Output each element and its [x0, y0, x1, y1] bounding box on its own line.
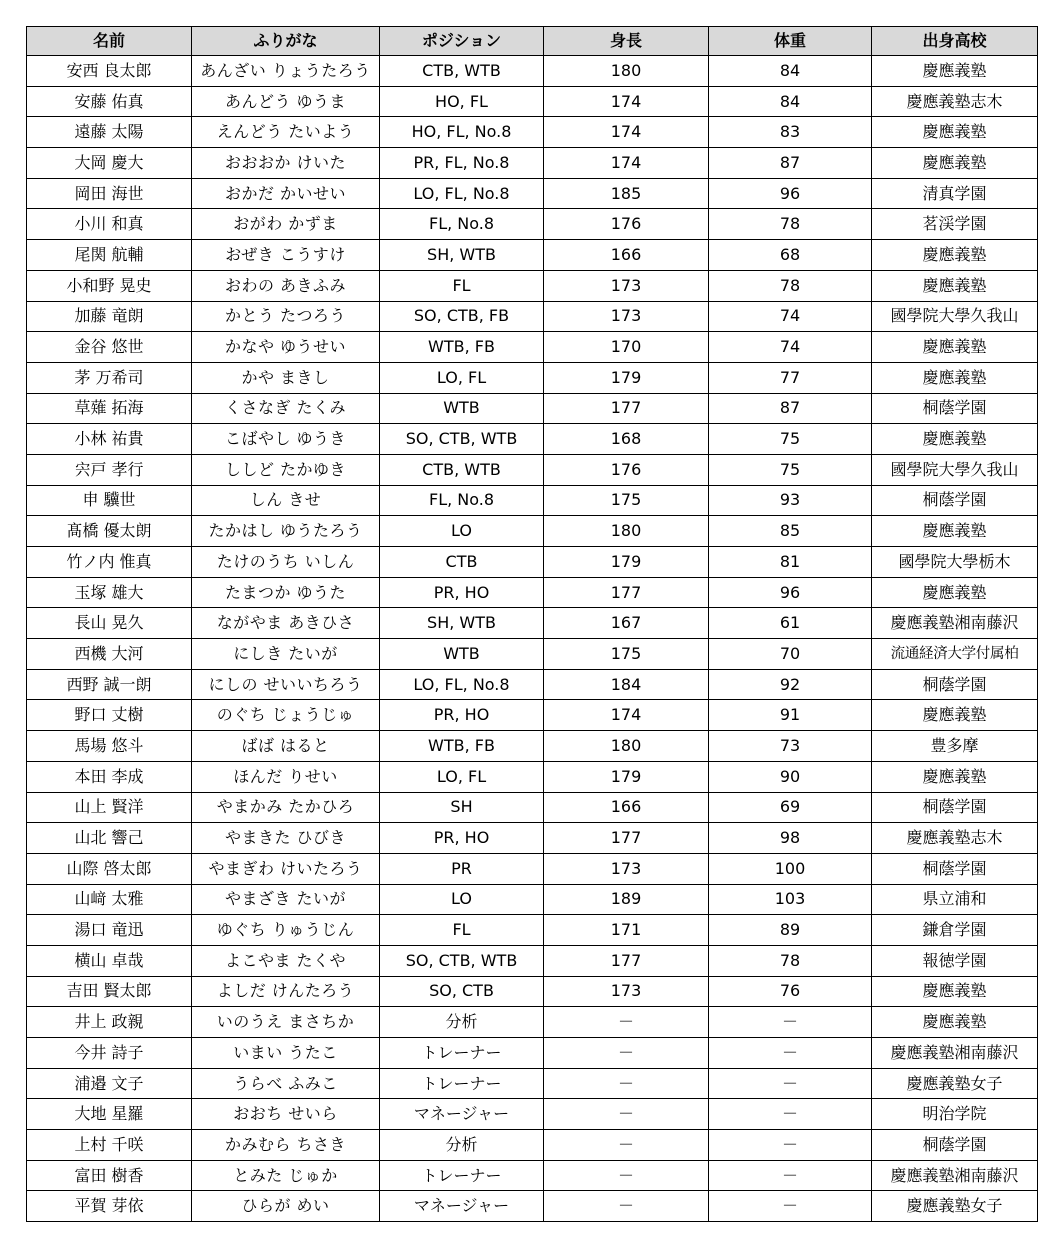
table-row — [27, 178, 1038, 209]
height-cell: 179 — [544, 547, 709, 578]
high-school-cell: 報徳学園 — [872, 945, 1038, 976]
weight-cell: 98 — [709, 823, 872, 854]
position-cell: CTB, WTB — [380, 56, 544, 87]
weight-cell: － — [709, 1160, 872, 1191]
high-school-cell: 慶應義塾湘南藤沢 — [872, 608, 1038, 639]
name-cell: 宍戸 孝行 — [27, 454, 192, 485]
table-row — [27, 301, 1038, 332]
table-row — [27, 117, 1038, 148]
weight-cell: 75 — [709, 424, 872, 455]
height-cell: 176 — [544, 209, 709, 240]
position-cell: トレーナー — [380, 1038, 544, 1069]
weight-cell: 91 — [709, 700, 872, 731]
weight-cell: 84 — [709, 86, 872, 117]
high-school-cell: 桐蔭学園 — [872, 792, 1038, 823]
header-weight: 体重 — [709, 27, 872, 56]
name-cell: 安藤 佑真 — [27, 86, 192, 117]
header-row — [27, 27, 1038, 56]
furigana-cell: おぜき こうすけ — [192, 240, 380, 271]
high-school-cell: 清真学園 — [872, 178, 1038, 209]
high-school-cell: 桐蔭学園 — [872, 1130, 1038, 1161]
table-row — [27, 1130, 1038, 1161]
height-cell: 171 — [544, 915, 709, 946]
furigana-cell: ひらが めい — [192, 1191, 380, 1222]
weight-cell: 69 — [709, 792, 872, 823]
roster-table — [26, 26, 1038, 1222]
name-cell: 今井 詩子 — [27, 1038, 192, 1069]
height-cell: 168 — [544, 424, 709, 455]
name-cell: 尾関 航輔 — [27, 240, 192, 271]
furigana-cell: あんどう ゆうま — [192, 86, 380, 117]
furigana-cell: くさなぎ たくみ — [192, 393, 380, 424]
weight-cell: － — [709, 1038, 872, 1069]
furigana-cell: しん きせ — [192, 485, 380, 516]
table-row — [27, 56, 1038, 87]
high-school-cell: 慶應義塾 — [872, 56, 1038, 87]
weight-cell: 81 — [709, 547, 872, 578]
furigana-cell: かなや ゆうせい — [192, 332, 380, 363]
table-row — [27, 454, 1038, 485]
position-cell: FL, No.8 — [380, 209, 544, 240]
table-row — [27, 700, 1038, 731]
weight-cell: 96 — [709, 577, 872, 608]
high-school-cell: 慶應義塾湘南藤沢 — [872, 1038, 1038, 1069]
high-school-cell: 慶應義塾 — [872, 976, 1038, 1007]
weight-cell: 74 — [709, 332, 872, 363]
furigana-cell: たまつか ゆうた — [192, 577, 380, 608]
furigana-cell: おわの あきふみ — [192, 270, 380, 301]
table-row — [27, 1099, 1038, 1130]
high-school-cell: 慶應義塾 — [872, 332, 1038, 363]
table-row — [27, 577, 1038, 608]
weight-cell: 100 — [709, 853, 872, 884]
furigana-cell: うらべ ふみこ — [192, 1068, 380, 1099]
position-cell: FL — [380, 915, 544, 946]
height-cell: 177 — [544, 823, 709, 854]
furigana-cell: やまざき たいが — [192, 884, 380, 915]
furigana-cell: えんどう たいよう — [192, 117, 380, 148]
furigana-cell: のぐち じょうじゅ — [192, 700, 380, 731]
height-cell: 176 — [544, 454, 709, 485]
name-cell: 金谷 悠世 — [27, 332, 192, 363]
height-cell: 174 — [544, 117, 709, 148]
weight-cell: － — [709, 1068, 872, 1099]
furigana-cell: ししど たかゆき — [192, 454, 380, 485]
high-school-cell: 慶應義塾湘南藤沢 — [872, 1160, 1038, 1191]
name-cell: 大地 星羅 — [27, 1099, 192, 1130]
table-row — [27, 639, 1038, 670]
high-school-cell: 茗渓学園 — [872, 209, 1038, 240]
table-row — [27, 608, 1038, 639]
high-school-cell: 桐蔭学園 — [872, 393, 1038, 424]
table-row — [27, 148, 1038, 179]
weight-cell: 83 — [709, 117, 872, 148]
high-school-cell: 國學院大學久我山 — [872, 301, 1038, 332]
height-cell: 166 — [544, 240, 709, 271]
high-school-cell: 流通経済大学付属柏 — [872, 639, 1038, 670]
name-cell: 西機 大河 — [27, 639, 192, 670]
table-row — [27, 823, 1038, 854]
high-school-cell: 明治学院 — [872, 1099, 1038, 1130]
high-school-cell: 慶應義塾 — [872, 761, 1038, 792]
name-cell: 小林 祐貴 — [27, 424, 192, 455]
position-cell: SO, CTB, WTB — [380, 424, 544, 455]
height-cell: 174 — [544, 148, 709, 179]
header-position: ポジション — [380, 27, 544, 56]
position-cell: PR — [380, 853, 544, 884]
weight-cell: 76 — [709, 976, 872, 1007]
position-cell: トレーナー — [380, 1160, 544, 1191]
name-cell: 髙橋 優太朗 — [27, 516, 192, 547]
table-row — [27, 362, 1038, 393]
position-cell: マネージャー — [380, 1099, 544, 1130]
weight-cell: 96 — [709, 178, 872, 209]
furigana-cell: よこやま たくや — [192, 945, 380, 976]
height-cell: － — [544, 1130, 709, 1161]
table-row — [27, 1160, 1038, 1191]
furigana-cell: おおち せいら — [192, 1099, 380, 1130]
high-school-cell: 慶應義塾 — [872, 577, 1038, 608]
position-cell: 分析 — [380, 1130, 544, 1161]
name-cell: 岡田 海世 — [27, 178, 192, 209]
high-school-cell: 豊多摩 — [872, 731, 1038, 762]
name-cell: 長山 晃久 — [27, 608, 192, 639]
high-school-cell: 慶應義塾 — [872, 240, 1038, 271]
table-row — [27, 86, 1038, 117]
furigana-cell: かみむら ちさき — [192, 1130, 380, 1161]
weight-cell: 75 — [709, 454, 872, 485]
table-row — [27, 669, 1038, 700]
position-cell: トレーナー — [380, 1068, 544, 1099]
weight-cell: 103 — [709, 884, 872, 915]
position-cell: FL — [380, 270, 544, 301]
name-cell: 吉田 賢太郎 — [27, 976, 192, 1007]
header-furigana: ふりがな — [192, 27, 380, 56]
position-cell: LO, FL — [380, 761, 544, 792]
name-cell: 本田 李成 — [27, 761, 192, 792]
position-cell: WTB, FB — [380, 731, 544, 762]
position-cell: PR, HO — [380, 823, 544, 854]
height-cell: 175 — [544, 639, 709, 670]
furigana-cell: かとう たつろう — [192, 301, 380, 332]
name-cell: 茅 万希司 — [27, 362, 192, 393]
furigana-cell: いまい うたこ — [192, 1038, 380, 1069]
high-school-cell: 慶應義塾志木 — [872, 823, 1038, 854]
height-cell: 177 — [544, 945, 709, 976]
height-cell: － — [544, 1160, 709, 1191]
furigana-cell: かや まきし — [192, 362, 380, 393]
position-cell: SO, CTB, WTB — [380, 945, 544, 976]
table-row — [27, 332, 1038, 363]
high-school-cell: 鎌倉学園 — [872, 915, 1038, 946]
position-cell: FL, No.8 — [380, 485, 544, 516]
name-cell: 野口 丈樹 — [27, 700, 192, 731]
furigana-cell: ほんだ りせい — [192, 761, 380, 792]
table-row — [27, 209, 1038, 240]
height-cell: － — [544, 1191, 709, 1222]
height-cell: 179 — [544, 761, 709, 792]
height-cell: 173 — [544, 301, 709, 332]
name-cell: 小和野 晃史 — [27, 270, 192, 301]
position-cell: HO, FL, No.8 — [380, 117, 544, 148]
table-row — [27, 270, 1038, 301]
furigana-cell: たけのうち いしん — [192, 547, 380, 578]
position-cell: WTB, FB — [380, 332, 544, 363]
name-cell: 山﨑 太雅 — [27, 884, 192, 915]
height-cell: 175 — [544, 485, 709, 516]
position-cell: HO, FL — [380, 86, 544, 117]
position-cell: 分析 — [380, 1007, 544, 1038]
high-school-cell: 慶應義塾女子 — [872, 1068, 1038, 1099]
roster-body — [27, 56, 1038, 1222]
height-cell: 166 — [544, 792, 709, 823]
name-cell: 山際 啓太郎 — [27, 853, 192, 884]
high-school-cell: 桐蔭学園 — [872, 853, 1038, 884]
furigana-cell: とみた じゅか — [192, 1160, 380, 1191]
furigana-cell: ゆぐち りゅうじん — [192, 915, 380, 946]
name-cell: 安西 良太郎 — [27, 56, 192, 87]
weight-cell: 78 — [709, 209, 872, 240]
header-name: 名前 — [27, 27, 192, 56]
height-cell: － — [544, 1068, 709, 1099]
height-cell: 189 — [544, 884, 709, 915]
name-cell: 上村 千咲 — [27, 1130, 192, 1161]
position-cell: SH — [380, 792, 544, 823]
high-school-cell: 慶應義塾 — [872, 362, 1038, 393]
name-cell: 山北 響己 — [27, 823, 192, 854]
name-cell: 玉塚 雄大 — [27, 577, 192, 608]
high-school-cell: 桐蔭学園 — [872, 485, 1038, 516]
weight-cell: 73 — [709, 731, 872, 762]
name-cell: 平賀 芽依 — [27, 1191, 192, 1222]
height-cell: 177 — [544, 393, 709, 424]
height-cell: 180 — [544, 516, 709, 547]
height-cell: 177 — [544, 577, 709, 608]
furigana-cell: ばば はると — [192, 731, 380, 762]
furigana-cell: にしき たいが — [192, 639, 380, 670]
furigana-cell: たかはし ゆうたろう — [192, 516, 380, 547]
high-school-cell: 慶應義塾 — [872, 117, 1038, 148]
height-cell: 174 — [544, 700, 709, 731]
table-row — [27, 792, 1038, 823]
height-cell: 185 — [544, 178, 709, 209]
furigana-cell: やまきた ひびき — [192, 823, 380, 854]
name-cell: 横山 卓哉 — [27, 945, 192, 976]
table-row — [27, 240, 1038, 271]
height-cell: 180 — [544, 731, 709, 762]
high-school-cell: 慶應義塾女子 — [872, 1191, 1038, 1222]
name-cell: 草薙 拓海 — [27, 393, 192, 424]
name-cell: 富田 樹香 — [27, 1160, 192, 1191]
name-cell: 浦邉 文子 — [27, 1068, 192, 1099]
name-cell: 馬場 悠斗 — [27, 731, 192, 762]
position-cell: WTB — [380, 393, 544, 424]
weight-cell: 90 — [709, 761, 872, 792]
position-cell: マネージャー — [380, 1191, 544, 1222]
weight-cell: 77 — [709, 362, 872, 393]
weight-cell: － — [709, 1099, 872, 1130]
height-cell: － — [544, 1007, 709, 1038]
weight-cell: － — [709, 1007, 872, 1038]
weight-cell: 70 — [709, 639, 872, 670]
height-cell: － — [544, 1038, 709, 1069]
header-height: 身長 — [544, 27, 709, 56]
height-cell: 173 — [544, 853, 709, 884]
table-row — [27, 393, 1038, 424]
weight-cell: 93 — [709, 485, 872, 516]
weight-cell: 84 — [709, 56, 872, 87]
table-row — [27, 884, 1038, 915]
name-cell: 井上 政親 — [27, 1007, 192, 1038]
height-cell: 174 — [544, 86, 709, 117]
height-cell: 173 — [544, 976, 709, 1007]
table-row — [27, 1038, 1038, 1069]
table-row — [27, 945, 1038, 976]
position-cell: PR, HO — [380, 700, 544, 731]
name-cell: 大岡 慶大 — [27, 148, 192, 179]
furigana-cell: こばやし ゆうき — [192, 424, 380, 455]
table-row — [27, 516, 1038, 547]
position-cell: SH, WTB — [380, 608, 544, 639]
table-row — [27, 1191, 1038, 1222]
furigana-cell: いのうえ まさちか — [192, 1007, 380, 1038]
position-cell: WTB — [380, 639, 544, 670]
high-school-cell: 慶應義塾 — [872, 516, 1038, 547]
furigana-cell: おおおか けいた — [192, 148, 380, 179]
table-row — [27, 853, 1038, 884]
weight-cell: 78 — [709, 270, 872, 301]
position-cell: LO, FL, No.8 — [380, 178, 544, 209]
position-cell: SH, WTB — [380, 240, 544, 271]
height-cell: 180 — [544, 56, 709, 87]
table-row — [27, 547, 1038, 578]
name-cell: 湯口 竜迅 — [27, 915, 192, 946]
position-cell: CTB — [380, 547, 544, 578]
weight-cell: 68 — [709, 240, 872, 271]
high-school-cell: 慶應義塾 — [872, 1007, 1038, 1038]
weight-cell: 78 — [709, 945, 872, 976]
position-cell: LO — [380, 516, 544, 547]
weight-cell: 87 — [709, 393, 872, 424]
high-school-cell: 國學院大學栃木 — [872, 547, 1038, 578]
height-cell: 184 — [544, 669, 709, 700]
name-cell: 西野 誠一朗 — [27, 669, 192, 700]
high-school-cell: 県立浦和 — [872, 884, 1038, 915]
height-cell: 170 — [544, 332, 709, 363]
high-school-cell: 桐蔭学園 — [872, 669, 1038, 700]
table-row — [27, 485, 1038, 516]
weight-cell: 85 — [709, 516, 872, 547]
position-cell: LO — [380, 884, 544, 915]
position-cell: PR, HO — [380, 577, 544, 608]
high-school-cell: 慶應義塾 — [872, 700, 1038, 731]
furigana-cell: にしの せいいちろう — [192, 669, 380, 700]
name-cell: 申 驥世 — [27, 485, 192, 516]
position-cell: LO, FL, No.8 — [380, 669, 544, 700]
weight-cell: 87 — [709, 148, 872, 179]
position-cell: LO, FL — [380, 362, 544, 393]
weight-cell: 61 — [709, 608, 872, 639]
high-school-cell: 慶應義塾 — [872, 424, 1038, 455]
position-cell: SO, CTB, FB — [380, 301, 544, 332]
furigana-cell: よしだ けんたろう — [192, 976, 380, 1007]
name-cell: 山上 賢洋 — [27, 792, 192, 823]
table-row — [27, 731, 1038, 762]
name-cell: 竹ノ内 惟真 — [27, 547, 192, 578]
position-cell: CTB, WTB — [380, 454, 544, 485]
height-cell: 179 — [544, 362, 709, 393]
high-school-cell: 慶應義塾志木 — [872, 86, 1038, 117]
name-cell: 加藤 竜朗 — [27, 301, 192, 332]
height-cell: 167 — [544, 608, 709, 639]
name-cell: 小川 和真 — [27, 209, 192, 240]
table-row — [27, 761, 1038, 792]
header-high-school: 出身高校 — [872, 27, 1038, 56]
table-row — [27, 976, 1038, 1007]
furigana-cell: おがわ かずま — [192, 209, 380, 240]
furigana-cell: ながやま あきひさ — [192, 608, 380, 639]
high-school-cell: 慶應義塾 — [872, 270, 1038, 301]
weight-cell: 89 — [709, 915, 872, 946]
table-row — [27, 1068, 1038, 1099]
position-cell: PR, FL, No.8 — [380, 148, 544, 179]
weight-cell: 74 — [709, 301, 872, 332]
table-row — [27, 1007, 1038, 1038]
table-row — [27, 424, 1038, 455]
high-school-cell: 國學院大學久我山 — [872, 454, 1038, 485]
position-cell: SO, CTB — [380, 976, 544, 1007]
weight-cell: － — [709, 1130, 872, 1161]
table-row — [27, 915, 1038, 946]
name-cell: 遠藤 太陽 — [27, 117, 192, 148]
height-cell: － — [544, 1099, 709, 1130]
high-school-cell: 慶應義塾 — [872, 148, 1038, 179]
height-cell: 173 — [544, 270, 709, 301]
weight-cell: 92 — [709, 669, 872, 700]
weight-cell: － — [709, 1191, 872, 1222]
furigana-cell: おかだ かいせい — [192, 178, 380, 209]
furigana-cell: やまかみ たかひろ — [192, 792, 380, 823]
furigana-cell: やまぎわ けいたろう — [192, 853, 380, 884]
furigana-cell: あんざい りょうたろう — [192, 56, 380, 87]
